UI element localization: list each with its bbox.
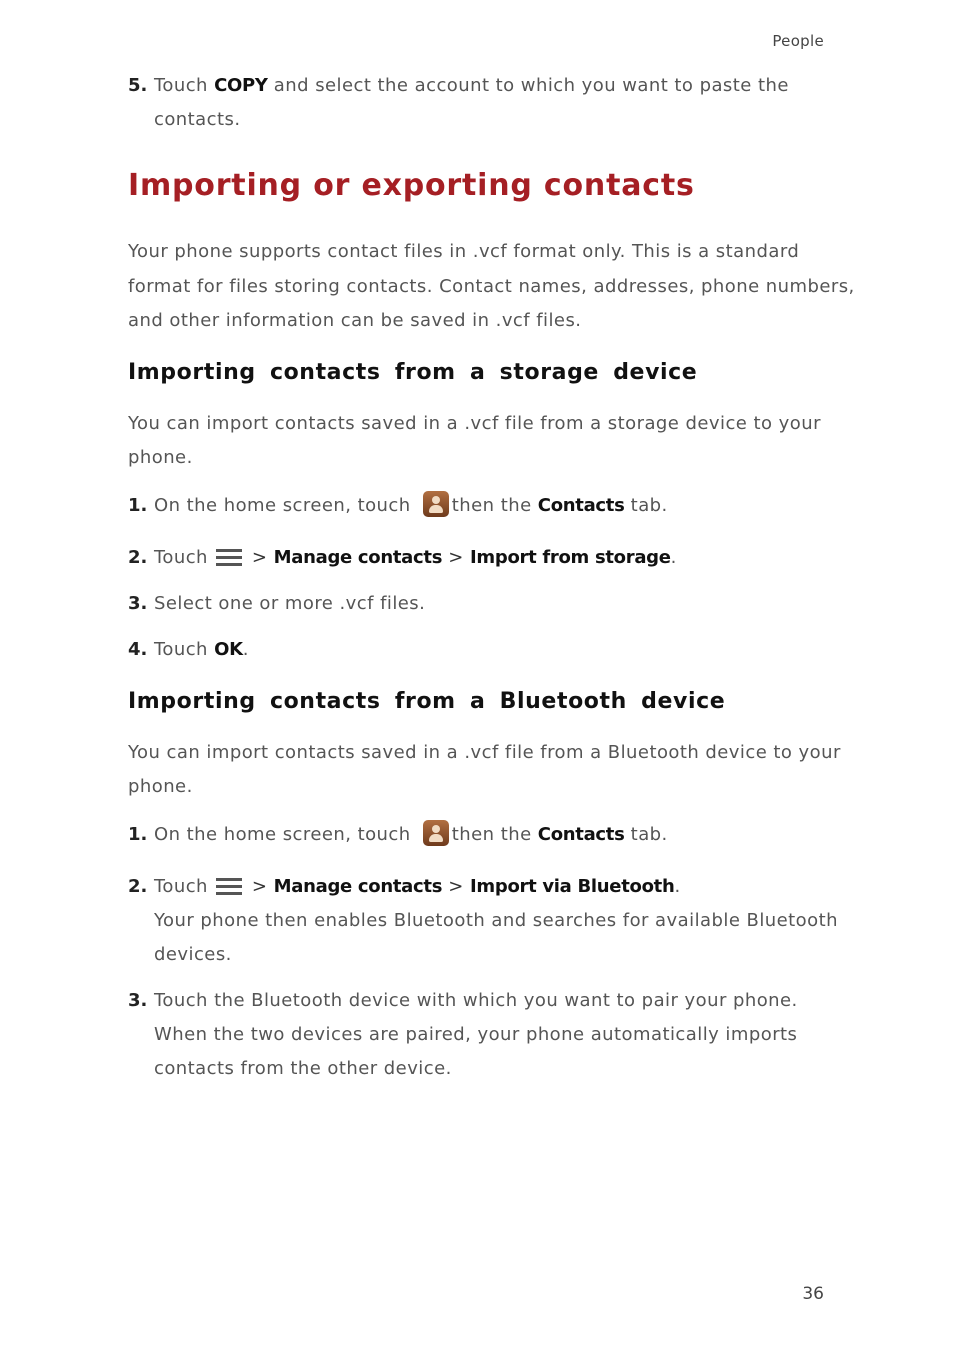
- step-number: 1.: [128, 824, 148, 845]
- menu-icon: [216, 877, 242, 895]
- paragraph-line: phone.: [128, 776, 193, 797]
- step-number: 3.: [128, 990, 148, 1011]
- contacts-app-icon: [423, 491, 449, 517]
- section-title: Importing or exporting contacts: [128, 168, 695, 203]
- intro-line: and other information can be saved in .vcf files.: [128, 310, 582, 331]
- running-header: People: [772, 32, 824, 50]
- step-number: 2.: [128, 876, 148, 897]
- subsection-title: Importing contacts from a storage device: [128, 360, 698, 385]
- intro-line: Your phone supports contact files in .vcf format only. This is a standard: [128, 241, 800, 262]
- paragraph-line: You can import contacts saved in a .vcf file from a storage device to your: [128, 413, 821, 434]
- page-number: 36: [802, 1284, 824, 1304]
- step-text: Touch the Bluetooth device with which you want to pair your phone.: [154, 990, 798, 1011]
- step-text: Touch > Manage contacts > Import via Bluetooth.: [154, 876, 681, 897]
- subsection-title: Importing contacts from a Bluetooth device: [128, 689, 726, 714]
- step-number: 1.: [128, 495, 148, 516]
- menu-icon: [216, 548, 242, 566]
- step-text-cont: contacts from the other device.: [154, 1058, 452, 1079]
- step-text-cont: Your phone then enables Bluetooth and searches for available Bluetooth: [154, 910, 838, 931]
- intro-line: format for files storing contacts. Contact names, addresses, phone numbers,: [128, 276, 855, 297]
- step-text: Touch OK.: [154, 639, 249, 660]
- step-text: Touch COPY and select the account to which you want to paste the: [154, 75, 789, 96]
- step-text-cont: devices.: [154, 944, 232, 965]
- step-number: 2.: [128, 547, 148, 568]
- step-text: Select one or more .vcf files.: [154, 593, 426, 614]
- step-text-cont: contacts.: [154, 109, 241, 130]
- paragraph-line: You can import contacts saved in a .vcf file from a Bluetooth device to your: [128, 742, 841, 763]
- step-text-cont: When the two devices are paired, your phone automatically imports: [154, 1024, 798, 1045]
- paragraph-line: phone.: [128, 447, 193, 468]
- step-text: Touch > Manage contacts > Import from storage.: [154, 547, 677, 568]
- step-text: On the home screen, touch then the Contacts tab.: [154, 818, 668, 852]
- contacts-app-icon: [423, 820, 449, 846]
- step-number: 4.: [128, 639, 148, 660]
- step-number: 3.: [128, 593, 148, 614]
- step-text: On the home screen, touch then the Contacts tab.: [154, 489, 668, 523]
- step-number: 5.: [128, 75, 148, 96]
